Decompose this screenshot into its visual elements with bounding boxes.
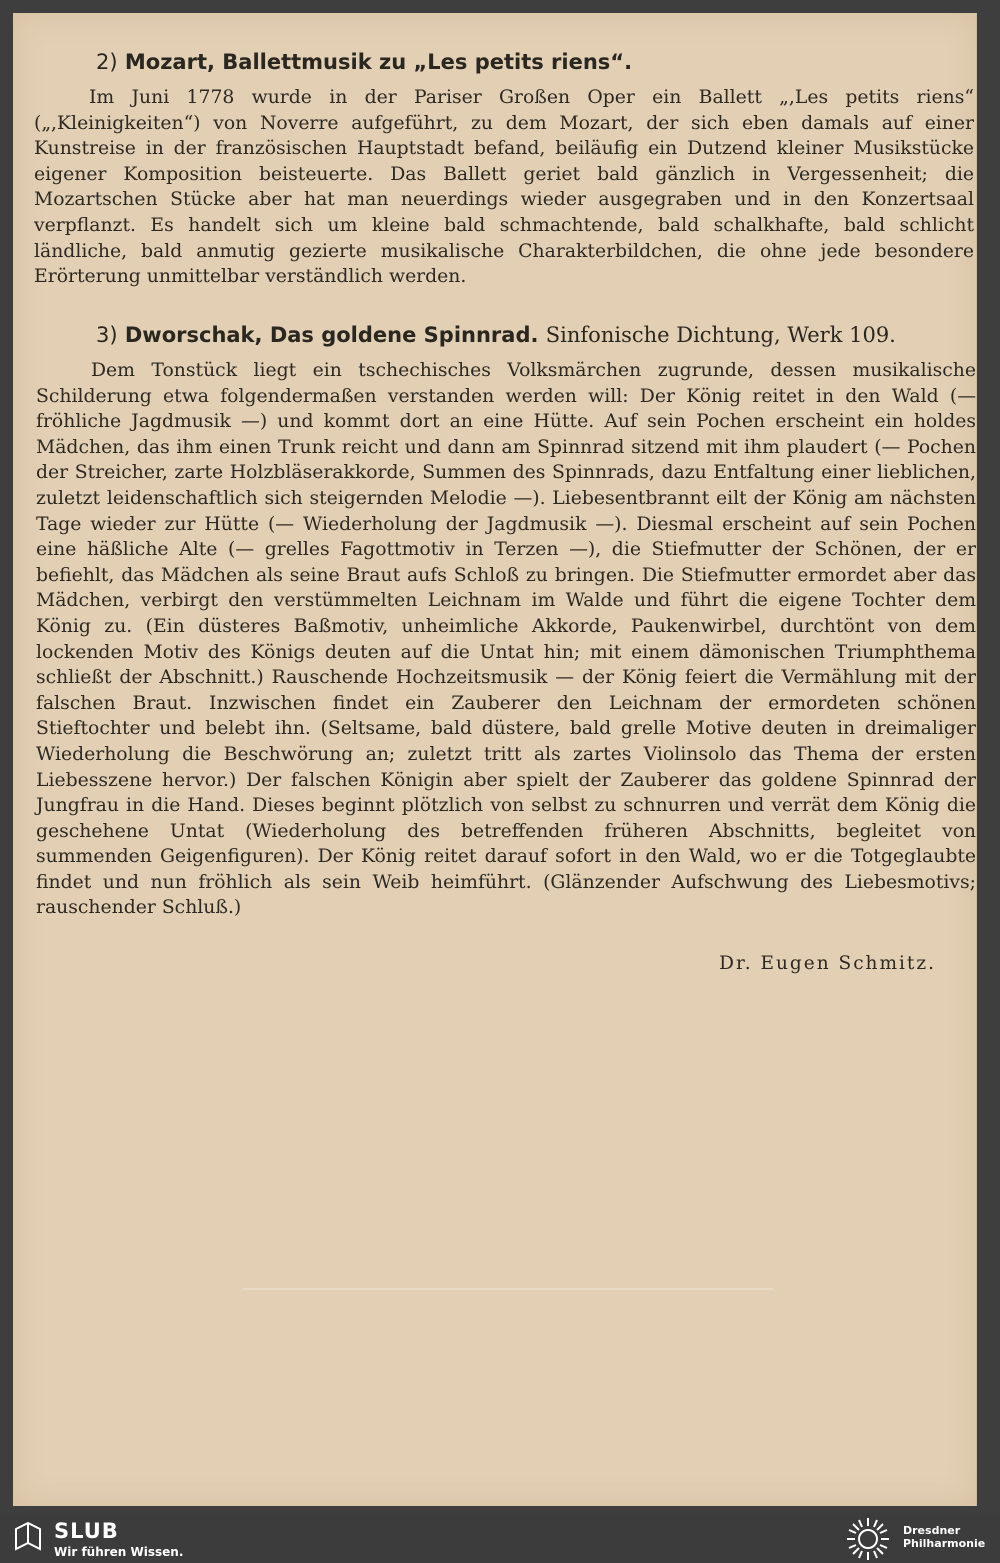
section-3-heading (96, 322, 896, 347)
paper-fold-line (243, 1288, 773, 1290)
library-name[interactable]: SLUB (54, 1519, 119, 1543)
scanned-page (13, 13, 977, 1506)
section-3-text: Dem Tonstück liegt ein tschechisches Volksmärchen zugrunde, dessen musikalische Schilderung etwa folgendermaßen verstanden werden will: Der König reitet in den Wald (— fröhliche Jagdmusik —) und kommt dort an eine Hütte. Auf sein Pochen erscheint ein holdes Mädchen, das ihm einen Trunk reicht und dann am Spinnrad sitzend mit ihm plaudert (— Pochen der Streicher, zarte Holzbläserakkorde, Summen des Spinnrads, dazu Entfaltung einer lieblichen, zuletzt leidenschaftlich sich steigernden Melodie —). Liebesentbrannt eilt der König am nächsten Tage wieder zur Hütte (— Wiederholung der Jagdmusik —). Diesmal erscheint auf sein Pochen eine häßliche Alte (— grelles Fagottmotiv in Terzen —), die Stiefmutter der Schönen, der er befiehlt, das Mädchen als seine Braut aufs Schloß zu bringen. Die Stiefmutter ermordet aber das Mädchen, verbirgt den verstümmelten Leichnam im Walde und führt die eigene Tochter dem König zu. (Ein düsteres Baßmotiv, unheimliche Akkorde, Paukenwirbel, durchtönt von dem lockenden Motiv des Königs deuten auf die Untat hin; mit einem dämonischen Triumphthema schließt der Abschnitt.) Rauschende Hochzeitsmusik — der König feiert die Vermählung mit der falschen Braut. Inzwischen findet ein Zauberer den Leichnam der ermordeten schönen Stieftochter und belebt ihn. (Seltsame, bald düstere, bald grelle Motive deuten in dreimaliger Wiederholung die Beschwörung an; zuletzt tritt als zartes Violinsolo das Thema der ersten Liebesszene hervor.) Der falschen Königin aber spielt der Zauberer das goldene Spinnrad der Jungfrau in die Hand. Dieses beginnt plötzlich von selbst zu schnurren und verrät dem König die geschehene Untat (Wiederholung des betreffenden früheren Abschnitts, begleitet von summenden Geigenfiguren). Der König reitet darauf sofort in den Wald, wo er die Totgeglaubte findet und nun fröhlich als sein Weib heimführt. (Glänzender Aufschwung des Liebesmotivs; rauschender Schluß.) (36, 360, 976, 919)
library-tagline: Wir führen Wissen. (54, 1545, 184, 1559)
section-3-subtitle: Sinfonische Dichtung, Werk 109. (545, 323, 896, 347)
section-2-text: Im Juni 1778 wurde in der Pariser Großen Oper ein Ballett „,Les petits riens“ („,Kleinigkeiten“) von Noverre aufgeführt, zu dem Mozart, der sich eben damals auf einer Kunstreise in der französischen Hauptstadt befand, beiläufig ein Dutzend kleiner Musikstücke eigener Komposition beisteuerte. Das Ballett geriet bald gänzlich in Vergessenheit; die Mozartschen Stücke aber hat man neuerdings wieder ausgegraben und in den Konzertsaal verpflanzt. Es handelt sich um kleine bald schmachtende, bald schalkhafte, bald schlicht ländliche, bald anmutig gezierte musikalische Charakterbildchen, die ohne jede besondere Erörterung unmittelbar verständlich werden. (34, 87, 974, 288)
section-2-title: Mozart, Ballettmusik zu „Les petits riens“. (124, 50, 633, 74)
author-signature: Dr. Eugen Schmitz. (719, 953, 936, 974)
section-3-title: Dworschak, Das goldene Spinnrad. (124, 323, 539, 347)
section-2-number: 2) (96, 50, 118, 74)
viewer-footer (0, 1513, 1000, 1563)
partner-name-line2: Philharmonie (903, 1537, 986, 1550)
slub-logo-icon[interactable] (14, 1521, 42, 1551)
partner-name-line1: Dresdner (903, 1524, 961, 1537)
partner-name[interactable] (903, 1524, 985, 1550)
section-3-number: 3) (96, 323, 118, 347)
section-2-heading (96, 49, 632, 74)
philharmonie-logo-icon[interactable] (845, 1516, 891, 1562)
